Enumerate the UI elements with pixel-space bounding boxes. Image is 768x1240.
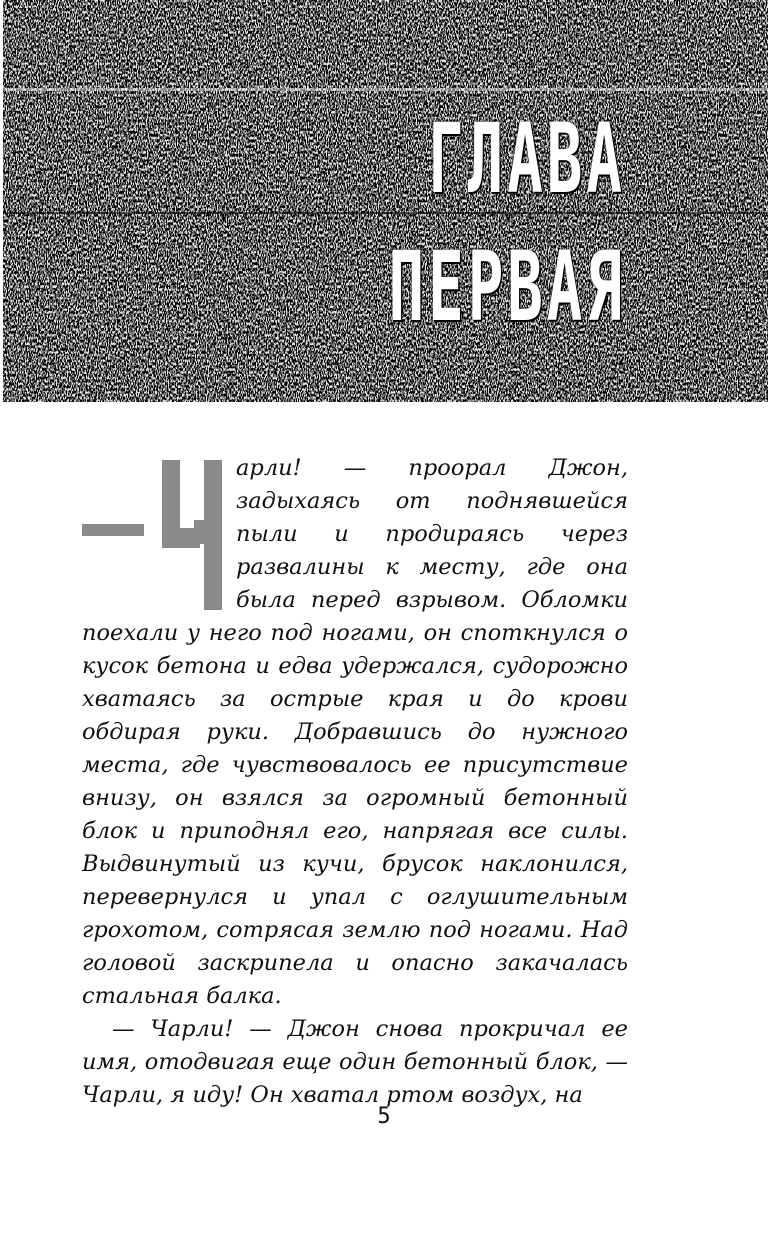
chapter-title-line1: ГЛАВА [428, 103, 626, 215]
paragraph-1: арли! — проорал Джон, задыхаясь от поднявшейся пыли и продираясь через развалины к месту, где она была перед взрывом. Обломки поехали у него под ногами, он споткнулся о кусок бетона и едва удержался, судорожно хватаясь за острые края и до крови обдирая руки. Добравшись до нужного места, где чувствовалось ее присутствие внизу, он взялся за огромный бетонный блок и приподнял его, напрягая все силы. Выдвинутый из кучи, брусок наклонился, перевернулся и упал с оглушительным грохотом, сотрясая землю под ногами. Над головой заскрипела и опасно закачалась стальная балка. [82, 455, 628, 1009]
chapter-header [3, 0, 768, 402]
paragraph-2: — Чарли! — Джон снова прокричал ее имя, отодвигая еще один бетонный блок, — Чарли, я иду! Он хватал ртом воздух, на [82, 1016, 628, 1108]
drop-cap [82, 452, 232, 612]
chapter-title [389, 95, 626, 351]
drop-cap-glyph [82, 460, 232, 612]
static-noise-background [3, 0, 768, 402]
chapter-text [82, 452, 628, 1112]
page-number: 5 [377, 1104, 391, 1129]
chapter-title-line2: ПЕРВАЯ [388, 231, 626, 343]
